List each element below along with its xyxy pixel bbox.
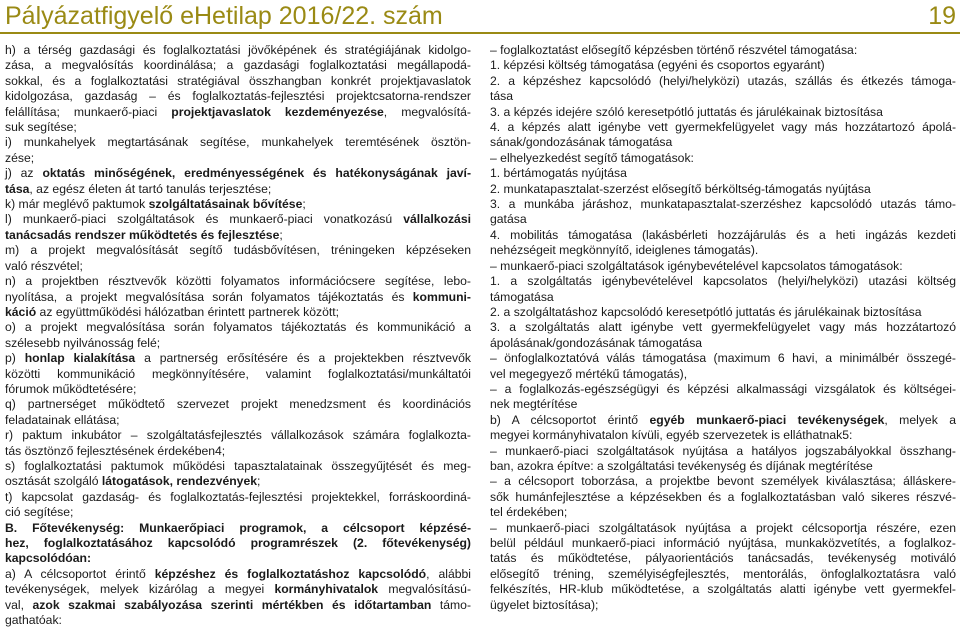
bold-run: szolgáltatásainak bővítése	[148, 197, 303, 212]
text-line	[5, 320, 471, 335]
text-line	[490, 428, 956, 443]
text-run: támo-	[431, 597, 471, 612]
text-line	[5, 89, 471, 104]
bold-run: azok szakmai szabályozása szerinti mértékben és időtartamban	[32, 597, 432, 612]
text-run: , megvalósítá-	[383, 104, 471, 119]
text-run: j) az	[5, 166, 43, 181]
text-line	[490, 151, 956, 166]
bold-run: B. Főtevékenység: Munkaerőpiaci programok, a célcsoport képzésé-	[5, 520, 471, 535]
text-line	[5, 428, 471, 443]
text-run: tás ösztönző fejlesztésének érdekében4;	[5, 443, 226, 458]
text-line	[5, 567, 471, 582]
text-line	[5, 197, 471, 212]
text-line	[490, 351, 956, 366]
text-line	[490, 182, 956, 197]
bold-run: hez, foglalkoztatásához kapcsolódó programrészek (2. főtevékenység)	[5, 536, 471, 550]
text-run: – munkaerő-piaci szolgáltatások nyújtása a hatályos jogszabályokkal összhang-	[490, 443, 956, 458]
text-line	[490, 43, 956, 58]
page-number: 19	[928, 2, 956, 30]
text-line	[490, 474, 956, 489]
text-line	[5, 259, 471, 274]
text-line	[5, 74, 471, 89]
bold-run: tása	[5, 181, 30, 196]
text-run: az együttműködési hálózatban érintett partnerek között;	[36, 304, 340, 319]
text-run: sők humánfejlesztése a képzésekben és a foglalkoztatásban való sikeres részvé-	[490, 489, 956, 504]
text-run: elősegítő tréning, személyiségfejlesztés, mentorálás, önfoglalkoztatásra való	[490, 566, 956, 581]
text-line	[490, 459, 956, 474]
text-line	[5, 474, 471, 489]
text-line	[490, 536, 956, 551]
text-run: való részvétel;	[5, 258, 83, 273]
text-run: gathatóak:	[5, 613, 62, 628]
text-line	[5, 166, 471, 181]
text-line	[490, 320, 956, 335]
text-line	[5, 413, 471, 428]
text-line	[490, 582, 956, 597]
text-run: nyolítása, a projekt megvalósítása során folyamatos tájékoztatás és	[5, 289, 413, 304]
text-run: közötti kommunikáció megkönnyítésére, valamint foglalkoztatási/munkáltatói	[5, 366, 471, 381]
text-line	[490, 336, 956, 351]
text-line	[5, 43, 471, 58]
text-run: ció segítése;	[5, 505, 74, 520]
text-line	[490, 490, 956, 505]
text-run: tása	[490, 89, 514, 104]
header-rule	[0, 32, 960, 34]
text-run: támogatása	[490, 289, 554, 304]
text-run: 1. képzési költség támogatása (egyéni és csoportos egyaránt)	[490, 58, 825, 73]
text-line	[5, 490, 471, 505]
text-run: , az egész életen át tartó tanulás terjesztése;	[29, 181, 272, 196]
text-run: s) foglalkoztatási paktumok működési tapasztalatainak összegyűjtését és meg-	[5, 458, 471, 473]
text-line	[5, 228, 471, 243]
text-line	[5, 598, 471, 613]
text-line	[490, 290, 956, 305]
text-run: tevékenységek, melyek kizárólag a megyei	[5, 582, 275, 597]
text-run: o) a projekt megvalósítása során folyamatos tájékoztatás és kommunikáció a	[5, 320, 471, 335]
text-run: belül például munkaerő-piaci információ nyújtása, munkaközvetítés, a foglalkoz-	[490, 536, 956, 550]
text-line	[5, 243, 471, 258]
text-run: suk segítése;	[5, 120, 77, 135]
text-line	[490, 120, 956, 135]
text-run: – munkaerő-piaci szolgáltatások nyújtása a projekt célcsoportja részére, ezen	[490, 520, 956, 535]
text-line	[490, 74, 956, 89]
text-line	[490, 228, 956, 243]
text-line	[490, 444, 956, 459]
bold-run: kapcsolódóan:	[5, 551, 92, 566]
bold-run: projektjavaslatok kezdeményezése	[171, 104, 384, 119]
text-run: l) munkaerő-piaci szolgáltatások és munkaerő-piaci vonatkozású	[5, 212, 404, 227]
text-run: felkészítés, HR-klub működtetése, a szolgáltatás alatti igénybe vett gyermekfel-	[490, 582, 956, 597]
text-run: zése;	[5, 150, 35, 165]
text-run: – a célcsoport toborzása, a projektbe bevont személyek kiválasztása; álláskere-	[490, 474, 956, 489]
text-line	[5, 212, 471, 227]
text-run: – munkaerő-piaci szolgáltatások igénybevételével kapcsolatos támogatások:	[490, 258, 903, 273]
page-header	[0, 0, 960, 32]
text-run: nehézségeit megkönnyítő, ideiglenes támogatás).	[490, 243, 759, 258]
text-run: tel érdekében;	[490, 505, 568, 520]
text-run: 1. a szolgáltatás igénybevételével kapcsolatos (helyi/helyközi) utazási költség	[490, 274, 956, 289]
text-run: m) a projekt megvalósítását segítő tudásbővítésen, tréningeken képzéseken	[5, 243, 471, 258]
text-line	[490, 274, 956, 289]
text-run: 3. a munkába járáshoz, munkatapasztalat-szerzéshez kapcsolódó utazás támo-	[490, 197, 956, 212]
text-run: – a foglalkozás-egészségügyi és képzési alkalmassági vizsgálatok és költségei-	[490, 381, 956, 396]
text-line	[490, 197, 956, 212]
text-run: 4. a képzés alatt igénybe vett gyermekfelügyelet vagy más hozzátartozó ápolá-	[490, 120, 956, 135]
text-line	[490, 135, 956, 150]
text-run: , melyek a	[884, 412, 956, 427]
text-run: feladatainak ellátása;	[5, 412, 120, 427]
text-run: a) A célcsoportot érintő	[5, 566, 155, 581]
text-run: tatás és működtetése, pályaorientációs tanácsadás, tevékenység motiváló	[490, 551, 956, 566]
text-run: gatása	[490, 212, 527, 227]
text-run: b) A célcsoportot érintő	[490, 412, 650, 427]
section-heading	[5, 521, 471, 536]
text-run: – elhelyezkedést segítő támogatások:	[490, 150, 694, 165]
bold-run: kormányhivatalok	[274, 582, 379, 597]
section-heading	[5, 551, 471, 566]
text-line	[5, 182, 471, 197]
text-run: t) kapcsolat gazdaság- és foglalkoztatás-fejlesztési projektekkel, forráskoordiná-	[5, 489, 471, 504]
text-run: nek megtérítése	[490, 397, 578, 412]
left-column	[5, 43, 471, 628]
text-line	[5, 351, 471, 366]
bold-run: kommuni-	[412, 289, 471, 304]
text-run: megyei kormányhivatalon kívüli, egyéb szervezetek is elláthatnak5:	[490, 428, 853, 443]
text-run: 2. a szolgáltatáshoz kapcsolódó keresetpótló juttatás és járulékainak biztosítása	[490, 304, 922, 319]
bold-run: oktatás minőségének, eredményességének és hatékonyságának javí-	[42, 166, 471, 181]
text-line	[490, 89, 956, 104]
text-line	[490, 505, 956, 520]
text-run: i) munkahelyek megtartásának segítése, munkahelyek teremtésének ösztön-	[5, 135, 471, 150]
text-line	[5, 367, 471, 382]
text-run: 2. munkatapasztalat-szerzést elősegítő bérköltség-támogatás nyújtása	[490, 181, 871, 196]
text-line	[5, 105, 471, 120]
text-line	[490, 567, 956, 582]
text-line	[490, 382, 956, 397]
text-run: sokkal, és a foglalkoztatási stratégiával összhangban konkrét projektjavaslatok	[5, 73, 471, 88]
text-line	[490, 243, 956, 258]
text-run: ;	[279, 227, 283, 242]
bold-run: egyéb munkaerő-piaci tevékenységek	[649, 412, 885, 427]
text-run: osztását szolgáló	[5, 474, 102, 489]
text-run: – foglalkoztatást elősegítő képzésben történő részvétel támogatása:	[490, 43, 858, 57]
bold-run: képzéshez és foglalkoztatáshoz kapcsolódó	[154, 566, 427, 581]
text-line	[490, 551, 956, 566]
text-line	[5, 582, 471, 597]
text-line	[5, 290, 471, 305]
text-run: szélesebb nyilvánosság felé;	[5, 335, 161, 350]
text-line	[5, 336, 471, 351]
text-run: zása, a megvalósítás koordinálása; a gazdasági foglalkoztatási megállapodá-	[5, 58, 471, 73]
text-run: , alábbi	[426, 566, 471, 581]
text-line	[490, 166, 956, 181]
text-line	[490, 397, 956, 412]
text-run: ;	[257, 474, 261, 489]
text-line	[5, 58, 471, 73]
text-run: 3. a szolgáltatás alatt igénybe vett gyermekfelügyelet vagy más hozzátartozó	[490, 320, 956, 335]
text-run: ápolásának/gondozásának támogatása	[490, 335, 703, 350]
text-line	[490, 521, 956, 536]
text-line	[5, 120, 471, 135]
text-line	[490, 105, 956, 120]
text-run: n) a projektben résztvevők közötti folyamatos információcsere segítése, lebo-	[5, 274, 471, 289]
text-line	[5, 459, 471, 474]
text-line	[490, 58, 956, 73]
text-line	[5, 397, 471, 412]
bold-run: vállalkozási	[403, 212, 471, 227]
text-line	[5, 613, 471, 628]
text-line	[490, 212, 956, 227]
text-line	[490, 413, 956, 428]
text-run: p)	[5, 351, 25, 366]
text-run: r) paktum inkubátor – szolgáltatásfejlesztés vállalkozások számára foglalkozta-	[5, 428, 471, 443]
text-run: k) már meglévő paktumok	[5, 197, 149, 212]
text-line	[5, 505, 471, 520]
section-heading	[5, 536, 471, 551]
text-line	[5, 274, 471, 289]
bold-run: honlap kialakítása	[24, 351, 136, 366]
text-line	[490, 259, 956, 274]
bold-run: káció	[5, 304, 37, 319]
text-run: 3. a képzés idejére szóló keresetpótló juttatás és járulékainak biztosítása	[490, 104, 883, 119]
text-run: kidolgozása, gazdaság – és foglalkoztatás-fejlesztési projektcsatorna-rendszer	[5, 89, 471, 104]
text-line	[5, 305, 471, 320]
text-run: h) a térség gazdasági és foglalkoztatási jövőképének és stratégiájának kidolgo-	[5, 43, 471, 57]
text-line	[490, 598, 956, 613]
text-line	[5, 151, 471, 166]
text-run: ban, azokra építve: a szolgáltatási tevékenység és díjának megtérítése	[490, 458, 873, 473]
text-run: 2. a képzéshez kapcsolódó (helyi/helyközi) utazás, szállás és étkezés támoga-	[490, 73, 956, 88]
text-run: fórumok működtetésére;	[5, 381, 137, 396]
text-run: 4. mobilitás támogatása (lakásbérleti hozzájárulás és a heti ingázás kezdeti	[490, 227, 956, 242]
publication-title: Pályázatfigyelő eHetilap 2016/22. szám	[5, 2, 443, 30]
text-run: felállítása; munkaerő-piaci	[5, 104, 172, 119]
text-run: – önfoglalkoztatóvá válás támogatása (maximum 6 havi, a minimálbér összegé-	[490, 351, 956, 366]
text-run: ügyelet biztosítása);	[490, 597, 599, 612]
text-run: val,	[5, 597, 33, 612]
text-run: vel megegyező mértékű támogatás),	[490, 366, 688, 381]
text-line	[490, 305, 956, 320]
bold-run: tanácsadás rendszer működtetés és fejlesztése	[5, 227, 280, 242]
text-line	[5, 135, 471, 150]
bold-run: látogatások, rendezvények	[101, 474, 258, 489]
text-line	[490, 367, 956, 382]
text-line	[5, 444, 471, 459]
text-run: sának/gondozásának támogatása	[490, 135, 673, 150]
text-line	[5, 382, 471, 397]
text-run: 1. bértámogatás nyújtása	[490, 166, 627, 181]
text-run: a partnerség erősítésére és a projektekben résztvevők	[135, 351, 471, 366]
text-run: q) partnerséget működtető szervezet projekt menedzsment és koordinációs	[5, 397, 471, 412]
text-run: ;	[302, 197, 306, 212]
right-column	[490, 43, 956, 613]
text-run: megvalósítású-	[378, 582, 471, 597]
